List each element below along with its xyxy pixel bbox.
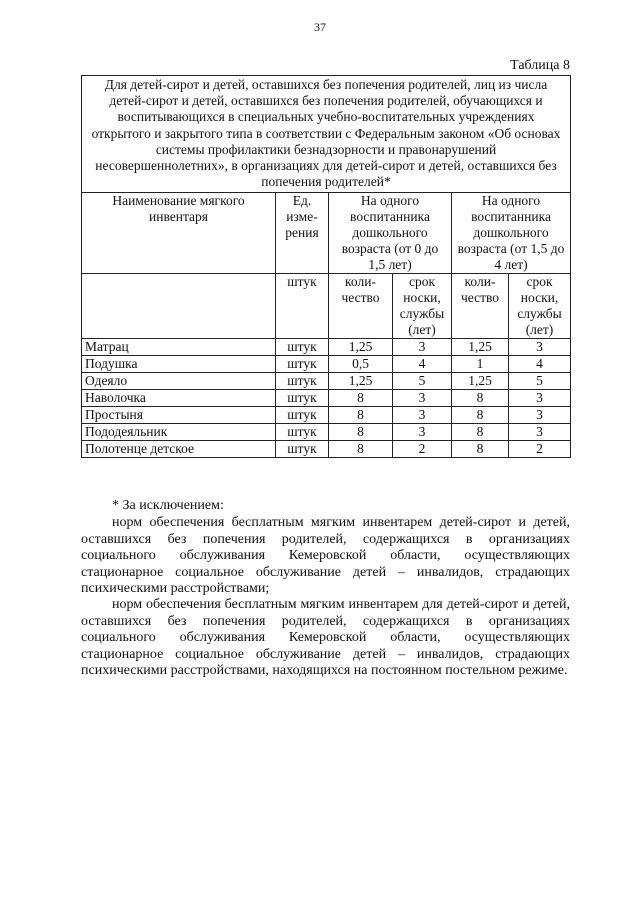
footnotes xyxy=(81,498,570,679)
cell-unit: штук xyxy=(276,424,329,441)
header-unit: Ед. изме-рения xyxy=(276,193,329,274)
table-caption: Для детей-сирот и детей, оставшихся без попечения родителей, лиц из числа детей-сирот и детей, оставшихся без попечения родителей, обучающихся и воспитывающихся в специальных учебно-воспитательных учреждениях открытого и закрытого типа в соответствии с Федеральным законом «Об основах системы профилактики безнадзорности и правонарушений несовершеннолетних», в организациях для детей-сирот и детей, оставшихся без попечения родителей* xyxy=(82,76,571,193)
page-number: 37 xyxy=(314,20,326,34)
table-row xyxy=(82,390,571,407)
cell-item-name: Одеяло xyxy=(82,373,276,390)
cell-term-2: 3 xyxy=(509,407,571,424)
table-row xyxy=(82,373,571,390)
table-caption-row xyxy=(82,76,571,193)
cell-unit: штук xyxy=(276,390,329,407)
subheader-unit: штук xyxy=(276,274,329,339)
cell-qty-2: 8 xyxy=(452,390,509,407)
subheader-empty xyxy=(82,274,276,339)
footnote-paragraph-1: норм обеспечения бесплатным мягким инвентарем детей-сирот и детей, оставшихся без попечения родителей, содержащихся в организациях социального обслуживания Кемеровской области, осуществляющих стационарное социальное обслуживание детей – инвалидов, страдающих психическими расстройствами; xyxy=(81,515,570,597)
cell-term-2: 5 xyxy=(509,373,571,390)
cell-qty-1: 8 xyxy=(329,424,393,441)
cell-item-name: Матрац xyxy=(82,339,276,356)
footnote-star: * За исключением: xyxy=(112,498,224,513)
cell-term-2: 3 xyxy=(509,424,571,441)
subheader-term-2: срок носки, службы (лет) xyxy=(509,274,571,339)
cell-unit: штук xyxy=(276,407,329,424)
cell-unit: штук xyxy=(276,339,329,356)
cell-unit: штук xyxy=(276,441,329,458)
cell-item-name: Пододеяльник xyxy=(82,424,276,441)
cell-qty-2: 8 xyxy=(452,407,509,424)
table-header-row xyxy=(82,193,571,274)
cell-item-name: Подушка xyxy=(82,356,276,373)
cell-qty-2: 1,25 xyxy=(452,373,509,390)
cell-qty-1: 8 xyxy=(329,407,393,424)
cell-item-name: Наволочка xyxy=(82,390,276,407)
subheader-qty-2: коли-чество xyxy=(452,274,509,339)
cell-qty-1: 8 xyxy=(329,441,393,458)
table-label: Таблица 8 xyxy=(510,58,570,73)
cell-term-1: 3 xyxy=(393,390,452,407)
header-group-0-1-5: На одного воспитанника дошкольного возраста (от 0 до 1,5 лет) xyxy=(329,193,452,274)
subheader-qty-1: коли-чество xyxy=(329,274,393,339)
cell-term-2: 4 xyxy=(509,356,571,373)
table-row xyxy=(82,441,571,458)
cell-item-name: Полотенце детское xyxy=(82,441,276,458)
cell-qty-1: 1,25 xyxy=(329,339,393,356)
cell-qty-1: 0,5 xyxy=(329,356,393,373)
cell-qty-1: 8 xyxy=(329,390,393,407)
cell-term-1: 3 xyxy=(393,424,452,441)
subheader-term-1: срок носки, службы (лет) xyxy=(393,274,452,339)
cell-term-1: 2 xyxy=(393,441,452,458)
cell-unit: штук xyxy=(276,373,329,390)
table-row xyxy=(82,339,571,356)
cell-item-name: Простыня xyxy=(82,407,276,424)
cell-term-2: 3 xyxy=(509,339,571,356)
table-row xyxy=(82,424,571,441)
cell-term-1: 5 xyxy=(393,373,452,390)
cell-qty-2: 1,25 xyxy=(452,339,509,356)
cell-term-1: 4 xyxy=(393,356,452,373)
header-group-1-5-4: На одного воспитанника дошкольного возраста (от 1,5 до 4 лет) xyxy=(452,193,571,274)
cell-unit: штук xyxy=(276,356,329,373)
norms-table xyxy=(81,75,571,458)
cell-term-1: 3 xyxy=(393,407,452,424)
cell-qty-2: 8 xyxy=(452,424,509,441)
table-row xyxy=(82,407,571,424)
table-body xyxy=(82,339,571,458)
table-row xyxy=(82,356,571,373)
cell-term-2: 2 xyxy=(509,441,571,458)
table-subheader-row xyxy=(82,274,571,339)
cell-term-1: 3 xyxy=(393,339,452,356)
cell-qty-2: 1 xyxy=(452,356,509,373)
footnote-paragraph-2: норм обеспечения бесплатным мягким инвентарем для детей-сирот и детей, оставшихся без попечения родителей, содержащихся в организациях социального обслуживания Кемеровской области, осуществляющих стационарное социальное обслуживание детей – инвалидов, страдающих психическими расстройствами, находящихся на постоянном постельном режиме. xyxy=(81,597,570,679)
cell-qty-2: 8 xyxy=(452,441,509,458)
cell-term-2: 3 xyxy=(509,390,571,407)
cell-qty-1: 1,25 xyxy=(329,373,393,390)
header-item-name: Наименование мягкого инвентаря xyxy=(82,193,276,274)
